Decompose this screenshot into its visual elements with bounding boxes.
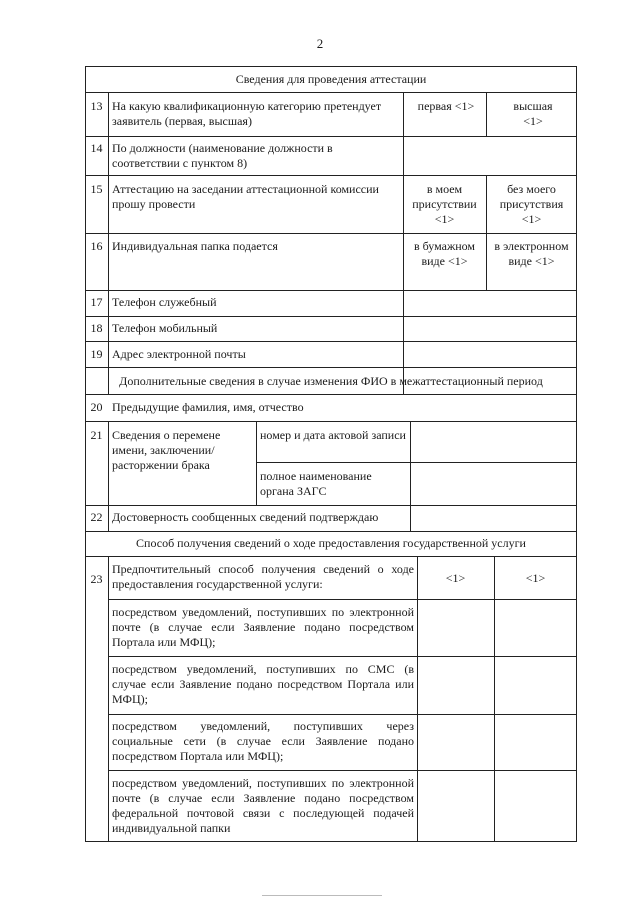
sub-label-act-record: номер и дата актовой записи bbox=[260, 428, 406, 442]
method-option-sms: посредством уведомлений, поступивших по СМС (в случае если Заявление подано посредством Портала или МФЦ); bbox=[112, 662, 414, 706]
option-in-presence: в моем присутствии <1> bbox=[412, 182, 477, 226]
section-header-fio-change: Дополнительные сведения в случае изменения ФИО в межаттестационный период bbox=[119, 374, 543, 388]
row-label-attestation-presence: Аттестацию на заседании аттестационной комиссии прошу провести bbox=[112, 182, 379, 211]
row-label-work-phone: Телефон служебный bbox=[112, 295, 217, 309]
row-number: 19 bbox=[90, 347, 103, 361]
option-electronic-form: в электронном виде <1> bbox=[494, 239, 569, 268]
row-number: 21 bbox=[90, 428, 103, 442]
row-number: 18 bbox=[90, 321, 103, 335]
row-label-email: Адрес электронной почты bbox=[112, 347, 246, 361]
section-header-info-method: Способ получения сведений о ходе предоставления государственной услуги bbox=[136, 536, 526, 550]
row-label-position: По должности (наименование должности в соответствии с пунктом 8) bbox=[112, 141, 333, 170]
row-number: 22 bbox=[90, 510, 103, 524]
row-number: 17 bbox=[90, 295, 103, 309]
row-number: 15 bbox=[90, 182, 103, 196]
method-option-social: посредством уведомлений, поступивших через социальные сети (в случае если Заявление подано посредством Портала или МФЦ); bbox=[112, 719, 414, 763]
option-highest-category: высшая <1> bbox=[513, 99, 553, 128]
scan-edge-mark bbox=[262, 895, 382, 896]
row-number: 13 bbox=[90, 99, 103, 113]
method-option-post-email: посредством уведомлений, поступивших по электронной почте (в случае если Заявление подано посредством федеральной почтовой связи с последующей подачей индивидуальной папки bbox=[112, 776, 414, 835]
row-label-preferred-method: Предпочтительный способ получения сведений о ходе предоставления государственной услуги: bbox=[112, 562, 414, 591]
row-label-mobile-phone: Телефон мобильный bbox=[112, 321, 218, 335]
row-label-name-change: Сведения о перемене имени, заключении/ расторжении брака bbox=[112, 428, 221, 472]
column-marker-2: <1> bbox=[525, 571, 546, 585]
option-first-category: первая <1> bbox=[417, 99, 475, 113]
sub-label-registry-office: полное наименование органа ЗАГС bbox=[260, 469, 372, 498]
row-number: 14 bbox=[90, 141, 103, 155]
section-header-attestation: Сведения для проведения аттестации bbox=[235, 72, 427, 86]
row-number: 20 bbox=[90, 400, 103, 414]
row-label-previous-name: Предыдущие фамилия, имя, отчество bbox=[112, 400, 304, 414]
application-form-table bbox=[85, 66, 577, 842]
row-label-confirmation: Достоверность сообщенных сведений подтверждаю bbox=[112, 510, 379, 524]
row-number: 16 bbox=[90, 239, 103, 253]
row-label-qualification-category: На какую квалификационную категорию претендует заявитель (первая, высшая) bbox=[112, 99, 382, 128]
row-label-individual-folder: Индивидуальная папка подается bbox=[112, 239, 278, 253]
option-without-presence: без моего присутствия <1> bbox=[499, 182, 564, 226]
option-paper-form: в бумажном виде <1> bbox=[413, 239, 476, 268]
column-marker-1: <1> bbox=[445, 571, 466, 585]
row-number: 23 bbox=[90, 572, 103, 586]
method-option-email: посредством уведомлений, поступивших по электронной почте (в случае если Заявление подано посредством Портала или МФЦ); bbox=[112, 605, 414, 649]
page-number: 2 bbox=[316, 36, 324, 51]
